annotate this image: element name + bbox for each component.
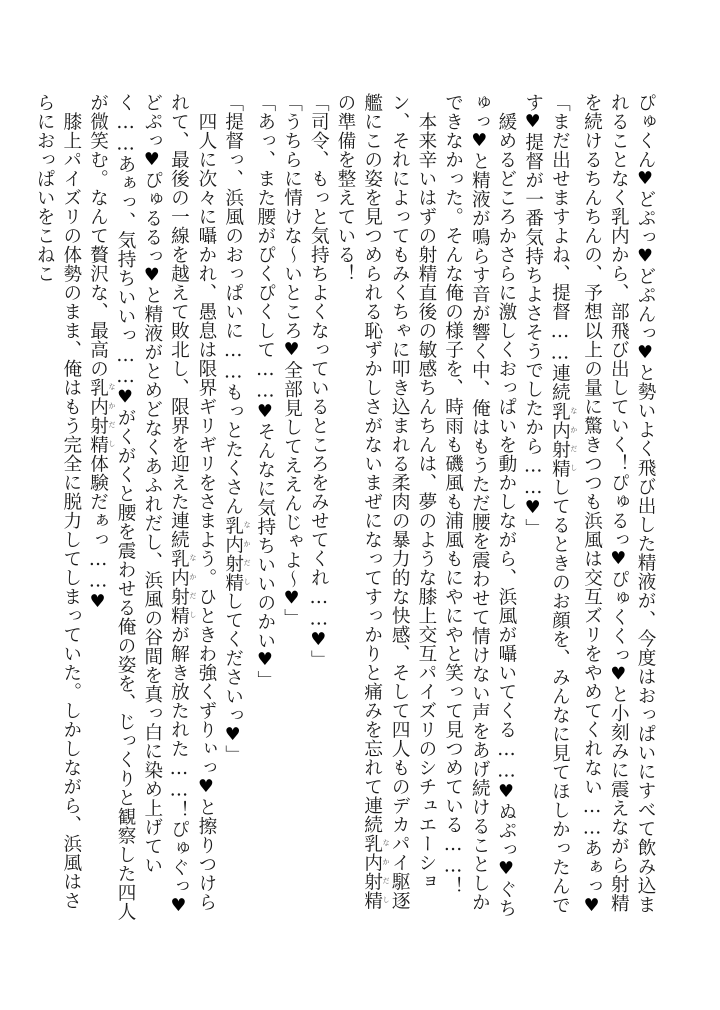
ruby-reading: なかだし: [108, 378, 117, 454]
heart-icon: ♥: [281, 340, 302, 361]
heart-icon: ♥: [115, 387, 136, 409]
text-segment: と擦りつけられて、最後の一線を越えて敗北し、限界を迎えた連続: [168, 93, 217, 911]
paragraph: [251, 93, 278, 923]
ruby-nakadashi: [361, 834, 391, 910]
ruby-nakadashi: [87, 378, 117, 454]
ruby-nakadashi: [549, 401, 578, 478]
text-segment: 提督が一番気持ちよさそうでしたから……: [522, 132, 544, 499]
paragraph: [278, 93, 305, 923]
text-segment: 」: [254, 670, 276, 690]
paragraph: [331, 93, 439, 923]
heart-icon: ♥: [281, 588, 302, 609]
heart-icon: ♥: [308, 629, 329, 651]
text-segment: ぴゅるるっ: [141, 170, 163, 266]
paragraph: [439, 93, 519, 923]
heart-icon: ♥: [635, 246, 655, 267]
text-segment: が解き放たれた……！ぴゅぐっ: [168, 625, 190, 896]
heart-icon: ♥: [635, 342, 655, 364]
text-segment: 「司令、もっと気持ちよくなっているところをみせてくれ……: [308, 93, 330, 630]
text-segment: と勢いよく飛び出した精液が、今度はおっぱいにすべて飲み込まれることなく乳内から、部飛び出していく！ぴゅるっ: [608, 93, 656, 915]
ruby-reading: なかだし: [569, 401, 578, 478]
ruby-reading: なかだし: [188, 549, 197, 625]
paragraph: [30, 93, 83, 923]
text-segment: 」: [281, 608, 303, 628]
text-segment: 「まだ出せますよね、提督……連続: [549, 93, 571, 402]
text-segment: 」: [222, 745, 244, 765]
heart-icon: ♥: [495, 781, 516, 802]
heart-icon: ♥: [254, 401, 275, 423]
text-segment: がくがくと腰を震わせる俺の姿を、じっくりと観察した四人が微笑む。なんて贅沢な、最高の: [87, 93, 137, 922]
heart-icon: ♥: [469, 131, 490, 152]
text-segment: ぴゅくん: [635, 93, 656, 169]
text-segment: と小刻みに震えながら射精を続けるちんちんの、予想以上の量に驚きつつも浜風は交互ズリをやめてくれない……あぁっ: [581, 93, 630, 913]
text-segment: してるときのお顔を、みんなに見てほしかったんです: [522, 93, 571, 915]
text-segment: 全部見してええんじゃよ～: [281, 360, 303, 589]
heart-icon: ♥: [635, 169, 655, 190]
paragraph: [84, 93, 219, 923]
paragraph: [578, 93, 658, 923]
paragraph: [219, 93, 251, 923]
text-segment: 緩めるどころかさらに激しくおっぱいを動かしながら、浜風が囁いてくる……: [495, 111, 517, 782]
ruby-base: 乳内射精: [361, 834, 383, 910]
heart-icon: ♥: [254, 650, 275, 671]
ruby-base: 乳内射精: [222, 515, 244, 592]
heart-icon: ♥: [168, 895, 189, 917]
text-segment: してくださいっ: [222, 591, 244, 725]
heart-icon: ♥: [522, 498, 543, 519]
text-segment: 」: [522, 518, 544, 538]
text-segment: どぷっ: [141, 93, 163, 150]
heart-icon: ♥: [195, 776, 216, 797]
ruby-nakadashi: [222, 515, 252, 592]
paragraph: [519, 93, 578, 923]
ruby-reading: なかだし: [382, 834, 391, 910]
heart-icon: ♥: [141, 150, 162, 171]
ruby-nakadashi: [168, 549, 197, 625]
heart-icon: ♥: [141, 265, 162, 286]
heart-icon: ♥: [522, 112, 543, 133]
text-segment: ぬぷっ: [495, 801, 517, 859]
ruby-base: 乳内射精: [549, 401, 571, 478]
text-segment: 「うちらに情けな～いところ: [281, 93, 303, 340]
text-segment: 膝上パイズリの体勢のまま、俺はもう完全に脱力してしまっていた。しかしながら、浜風はさらにおっぱいをこねこ: [34, 93, 82, 910]
text-segment: ぐちゅっ: [469, 93, 517, 918]
text-segment: 「あっ、また腰がぴくぴくして……: [254, 93, 276, 402]
text-segment: 本来辛いはずの射精直後の敏感ちんちんは、夢のような膝上交互パイズリのシチュエーション、それによってもみくちゃに叩き込まれる柔肉の暴力的な快感、そして四人ものデカパイ駆逐艦にこの姿を見つめられる恥ずかしさがないまぜになってすっかりと痛みを忘れて連続: [361, 93, 437, 910]
heart-icon: ♥: [87, 591, 108, 613]
text-segment: 体験だぁっ……: [87, 454, 109, 592]
text-segment: どぷっ: [635, 189, 656, 247]
text-segment: ぴゅくくっ: [608, 569, 630, 665]
text-segment: と精液がとめどなくあふれだし、浜風の谷間を真っ白に染め上げていく……あぁっ、気持ちいいっ……: [115, 93, 163, 875]
heart-icon: ♥: [495, 858, 516, 880]
text-segment: 」: [308, 650, 330, 670]
heart-icon: ♥: [222, 724, 243, 746]
text-segment: どぷんっ: [635, 266, 656, 343]
heart-icon: ♥: [581, 895, 602, 917]
heart-icon: ♥: [608, 664, 629, 685]
paragraph: [305, 93, 332, 923]
ruby-base: 乳内射精: [168, 549, 190, 625]
text-segment: そんなに気持ちいいのかい: [254, 422, 276, 651]
text-segment: 四人に次々に囁かれ、愚息は限界ギリギリをさまよう。ひときわ強くずりぃっ: [195, 111, 217, 777]
ruby-reading: なかだし: [243, 515, 252, 592]
text-segment: 「提督っ、浜風のおっぱいに……もっとたくさん: [222, 93, 244, 516]
heart-icon: ♥: [608, 549, 629, 570]
text-segment: と精液が鳴らす音が響く中、俺はもうただ腰を震わせて情けない声をあげ続けることしかできなかった。そんな俺の様子を、時雨も磯風も浦風もにやにやと笑って見つめている……！: [442, 93, 491, 912]
ruby-base: 乳内射精: [87, 378, 109, 454]
text-segment: の準備を整えている！: [334, 93, 356, 283]
vertical-text-body: [34, 93, 658, 923]
